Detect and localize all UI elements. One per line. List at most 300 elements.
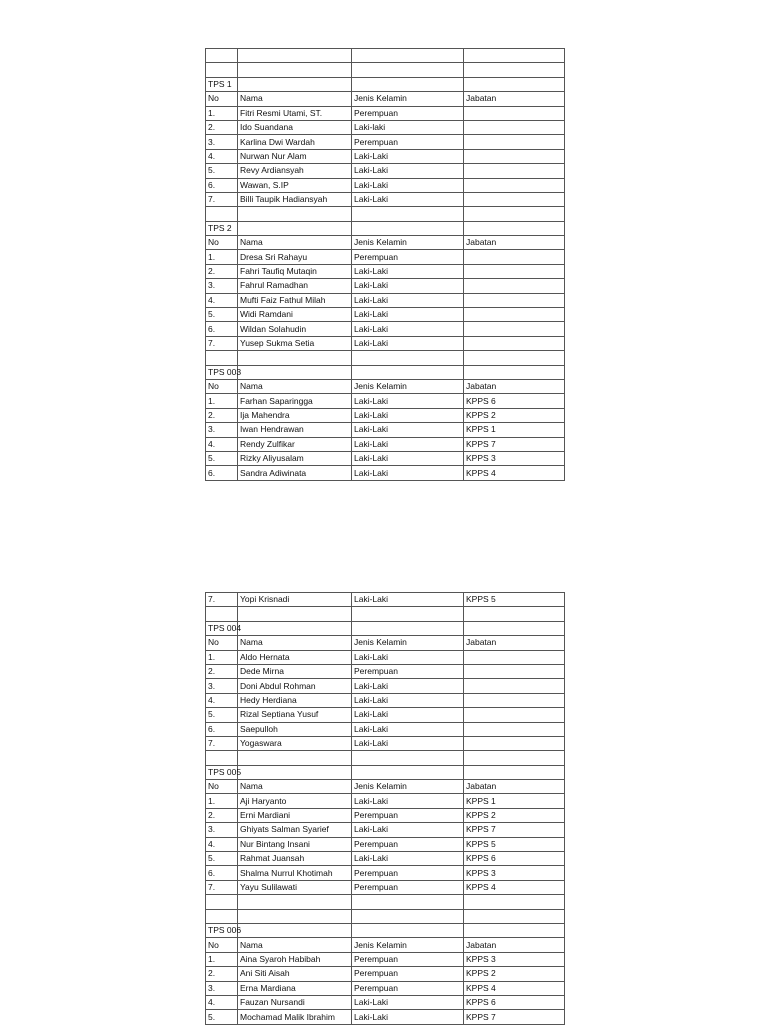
- table-row: [206, 192, 565, 206]
- table-row: [206, 394, 565, 408]
- empty-cell: [464, 221, 565, 235]
- header-nama: Nama: [238, 938, 352, 952]
- empty-cell: [206, 607, 238, 621]
- section-title-row: [206, 77, 565, 91]
- cell-nama: Rendy Zulfikar: [238, 437, 352, 451]
- cell-nama: Aji Haryanto: [238, 794, 352, 808]
- table-row: [206, 322, 565, 336]
- cell-no: 3.: [206, 423, 238, 437]
- cell-no: 1.: [206, 106, 238, 120]
- table-row: [206, 120, 565, 134]
- table-row: [206, 808, 565, 822]
- cell-nama: Wildan Solahudin: [238, 322, 352, 336]
- cell-no: 5.: [206, 164, 238, 178]
- table-row: [206, 650, 565, 664]
- empty-cell: [206, 895, 238, 909]
- cell-jabatan: KPPS 7: [464, 823, 565, 837]
- cell-jenis-kelamin: Laki-Laki: [352, 293, 464, 307]
- cell-jabatan: KPPS 4: [464, 880, 565, 894]
- empty-cell: [464, 207, 565, 221]
- cell-jabatan: KPPS 3: [464, 952, 565, 966]
- cell-nama: Fitri Resmi Utami, ST.: [238, 106, 352, 120]
- cell-jabatan: [464, 679, 565, 693]
- cell-jenis-kelamin: Laki-Laki: [352, 264, 464, 278]
- empty-cell: [238, 607, 352, 621]
- cell-jabatan: KPPS 7: [464, 437, 565, 451]
- cell-no: 1.: [206, 650, 238, 664]
- table-row: [206, 722, 565, 736]
- cell-no: 2.: [206, 967, 238, 981]
- table-row: [206, 967, 565, 981]
- cell-jabatan: [464, 178, 565, 192]
- cell-no: 4.: [206, 437, 238, 451]
- cell-no: 1.: [206, 952, 238, 966]
- table-row: [206, 308, 565, 322]
- table-row: [206, 837, 565, 851]
- empty-cell: [238, 751, 352, 765]
- cell-jabatan: KPPS 6: [464, 852, 565, 866]
- empty-cell: [352, 49, 464, 63]
- cell-no: 7.: [206, 880, 238, 894]
- cell-jabatan: [464, 120, 565, 134]
- header-jabatan: Jabatan: [464, 236, 565, 250]
- cell-no: 5.: [206, 1010, 238, 1024]
- cell-jenis-kelamin: Laki-Laki: [352, 308, 464, 322]
- cell-jenis-kelamin: Laki-Laki: [352, 164, 464, 178]
- cell-no: 4.: [206, 693, 238, 707]
- empty-cell: [352, 207, 464, 221]
- table-row: [206, 708, 565, 722]
- empty-cell: [352, 63, 464, 77]
- cell-no: 7.: [206, 736, 238, 750]
- empty-cell: [464, 909, 565, 923]
- cell-jabatan: KPPS 5: [464, 837, 565, 851]
- header-no: No: [206, 636, 238, 650]
- table-row: [206, 794, 565, 808]
- blank-row: [206, 751, 565, 765]
- table-row: [206, 264, 565, 278]
- cell-jenis-kelamin: Perempuan: [352, 880, 464, 894]
- empty-cell: [464, 765, 565, 779]
- empty-cell: [352, 351, 464, 365]
- cell-jenis-kelamin: Laki-Laki: [352, 593, 464, 607]
- cell-jenis-kelamin: Laki-Laki: [352, 451, 464, 465]
- table-row: [206, 952, 565, 966]
- cell-jabatan: [464, 736, 565, 750]
- empty-cell: [352, 607, 464, 621]
- header-nama: Nama: [238, 636, 352, 650]
- header-jabatan: Jabatan: [464, 379, 565, 393]
- table-row: [206, 880, 565, 894]
- blank-row: [206, 49, 565, 63]
- cell-no: 6.: [206, 178, 238, 192]
- cell-nama: Rizky Aliyusalam: [238, 451, 352, 465]
- section-title: TPS 2: [206, 221, 238, 235]
- empty-cell: [464, 77, 565, 91]
- table-row: [206, 995, 565, 1009]
- cell-no: 7.: [206, 192, 238, 206]
- cell-no: 4.: [206, 149, 238, 163]
- cell-nama: Erni Mardiani: [238, 808, 352, 822]
- cell-jabatan: [464, 708, 565, 722]
- cell-nama: Fahrul Ramadhan: [238, 279, 352, 293]
- empty-cell: [464, 365, 565, 379]
- empty-cell: [464, 751, 565, 765]
- empty-cell: [352, 77, 464, 91]
- cell-jenis-kelamin: Laki-Laki: [352, 708, 464, 722]
- cell-nama: Ani Siti Aisah: [238, 967, 352, 981]
- empty-cell: [352, 365, 464, 379]
- header-jabatan: Jabatan: [464, 636, 565, 650]
- empty-cell: [206, 49, 238, 63]
- header-row: [206, 938, 565, 952]
- cell-jabatan: [464, 164, 565, 178]
- cell-nama: Aina Syaroh Habibah: [238, 952, 352, 966]
- empty-cell: [464, 923, 565, 937]
- cell-no: 6.: [206, 722, 238, 736]
- cell-nama: Ghiyats Salman Syarief: [238, 823, 352, 837]
- cell-jenis-kelamin: Laki-Laki: [352, 823, 464, 837]
- cell-no: 6.: [206, 322, 238, 336]
- section-title-row: [206, 765, 565, 779]
- cell-nama: Doni Abdul Rohman: [238, 679, 352, 693]
- table-row: [206, 981, 565, 995]
- section-title-row: [206, 923, 565, 937]
- table-row: [206, 664, 565, 678]
- cell-jenis-kelamin: Laki-Laki: [352, 852, 464, 866]
- cell-jenis-kelamin: Laki-Laki: [352, 279, 464, 293]
- cell-jabatan: [464, 250, 565, 264]
- cell-jenis-kelamin: Laki-Laki: [352, 437, 464, 451]
- cell-jabatan: [464, 722, 565, 736]
- cell-jabatan: [464, 264, 565, 278]
- cell-jabatan: KPPS 4: [464, 466, 565, 480]
- table-row: [206, 250, 565, 264]
- section-title: TPS 006: [206, 923, 238, 937]
- cell-nama: Wawan, S.IP: [238, 178, 352, 192]
- table-row: [206, 408, 565, 422]
- cell-jenis-kelamin: Laki-Laki: [352, 149, 464, 163]
- cell-no: 5.: [206, 451, 238, 465]
- cell-jenis-kelamin: Laki-laki: [352, 120, 464, 134]
- empty-cell: [238, 207, 352, 221]
- header-nama: Nama: [238, 236, 352, 250]
- cell-jenis-kelamin: Laki-Laki: [352, 650, 464, 664]
- cell-nama: Sandra Adiwinata: [238, 466, 352, 480]
- cell-nama: Mufti Faiz Fathul Milah: [238, 293, 352, 307]
- empty-cell: [238, 63, 352, 77]
- cell-jabatan: KPPS 4: [464, 981, 565, 995]
- cell-jabatan: [464, 650, 565, 664]
- empty-cell: [238, 365, 352, 379]
- header-nama: Nama: [238, 780, 352, 794]
- header-jenis-kelamin: Jenis Kelamin: [352, 236, 464, 250]
- empty-cell: [352, 751, 464, 765]
- sheet-page-1-body: [206, 49, 565, 481]
- empty-cell: [464, 63, 565, 77]
- header-nama: Nama: [238, 379, 352, 393]
- header-nama: Nama: [238, 92, 352, 106]
- cell-nama: Billi Taupik Hadiansyah: [238, 192, 352, 206]
- sheet-page-1: [205, 48, 565, 481]
- cell-jenis-kelamin: Perempuan: [352, 952, 464, 966]
- empty-cell: [238, 77, 352, 91]
- cell-nama: Nur Bintang Insani: [238, 837, 352, 851]
- table-row: [206, 135, 565, 149]
- cell-jenis-kelamin: Perempuan: [352, 837, 464, 851]
- cell-jenis-kelamin: Laki-Laki: [352, 693, 464, 707]
- table-row: [206, 679, 565, 693]
- cell-jabatan: [464, 279, 565, 293]
- cell-jabatan: [464, 336, 565, 350]
- table-row: [206, 336, 565, 350]
- cell-jabatan: [464, 149, 565, 163]
- cell-no: 7.: [206, 336, 238, 350]
- cell-jenis-kelamin: Laki-Laki: [352, 178, 464, 192]
- blank-row: [206, 351, 565, 365]
- sheet-page-2-body: [206, 593, 565, 1025]
- cell-nama: Farhan Saparingga: [238, 394, 352, 408]
- empty-cell: [206, 351, 238, 365]
- cell-no: 6.: [206, 866, 238, 880]
- table-row: [206, 149, 565, 163]
- table-row: [206, 437, 565, 451]
- header-row: [206, 379, 565, 393]
- cell-jabatan: [464, 293, 565, 307]
- table-row: [206, 293, 565, 307]
- cell-jenis-kelamin: Laki-Laki: [352, 679, 464, 693]
- table-row: [206, 423, 565, 437]
- cell-no: 5.: [206, 852, 238, 866]
- cell-no: 1.: [206, 250, 238, 264]
- cell-no: 4.: [206, 995, 238, 1009]
- empty-cell: [464, 49, 565, 63]
- header-jabatan: Jabatan: [464, 92, 565, 106]
- cell-jabatan: KPPS 6: [464, 394, 565, 408]
- cell-nama: Aldo Hernata: [238, 650, 352, 664]
- blank-row: [206, 909, 565, 923]
- cell-nama: Yopi Krisnadi: [238, 593, 352, 607]
- cell-nama: Rahmat Juansah: [238, 852, 352, 866]
- table-row: [206, 736, 565, 750]
- table-row: [206, 466, 565, 480]
- cell-jabatan: [464, 693, 565, 707]
- blank-row: [206, 895, 565, 909]
- cell-jenis-kelamin: Laki-Laki: [352, 794, 464, 808]
- cell-nama: Fahri Taufiq Mutaqin: [238, 264, 352, 278]
- empty-cell: [238, 909, 352, 923]
- header-jabatan: Jabatan: [464, 780, 565, 794]
- cell-nama: Ido Suandana: [238, 120, 352, 134]
- cell-jenis-kelamin: Laki-Laki: [352, 336, 464, 350]
- cell-jabatan: KPPS 2: [464, 967, 565, 981]
- empty-cell: [352, 923, 464, 937]
- cell-no: 5.: [206, 708, 238, 722]
- cell-jabatan: KPPS 7: [464, 1010, 565, 1024]
- table-row: [206, 866, 565, 880]
- empty-cell: [464, 621, 565, 635]
- cell-jenis-kelamin: Laki-Laki: [352, 466, 464, 480]
- table-row: [206, 823, 565, 837]
- empty-cell: [238, 895, 352, 909]
- cell-jenis-kelamin: Laki-Laki: [352, 1010, 464, 1024]
- cell-jabatan: KPPS 2: [464, 808, 565, 822]
- cell-jabatan: KPPS 1: [464, 794, 565, 808]
- header-no: No: [206, 236, 238, 250]
- table-row: [206, 693, 565, 707]
- cell-nama: Widi Ramdani: [238, 308, 352, 322]
- cell-no: 5.: [206, 308, 238, 322]
- cell-no: 3.: [206, 823, 238, 837]
- empty-cell: [206, 207, 238, 221]
- empty-cell: [352, 221, 464, 235]
- cell-jenis-kelamin: Laki-Laki: [352, 192, 464, 206]
- blank-row: [206, 207, 565, 221]
- cell-no: 3.: [206, 981, 238, 995]
- header-row: [206, 236, 565, 250]
- cell-nama: Karlina Dwi Wardah: [238, 135, 352, 149]
- cell-jabatan: [464, 308, 565, 322]
- empty-cell: [464, 607, 565, 621]
- cell-no: 2.: [206, 408, 238, 422]
- cell-no: 1.: [206, 794, 238, 808]
- cell-jenis-kelamin: Laki-Laki: [352, 408, 464, 422]
- cell-jenis-kelamin: Perempuan: [352, 967, 464, 981]
- cell-jenis-kelamin: Perempuan: [352, 981, 464, 995]
- sheet-page-2: [205, 592, 565, 1025]
- header-jenis-kelamin: Jenis Kelamin: [352, 780, 464, 794]
- empty-cell: [352, 765, 464, 779]
- section-title-row: [206, 365, 565, 379]
- table-row: [206, 852, 565, 866]
- blank-row: [206, 607, 565, 621]
- section-title: TPS 005: [206, 765, 238, 779]
- cell-nama: Dede Mirna: [238, 664, 352, 678]
- empty-cell: [238, 49, 352, 63]
- header-no: No: [206, 379, 238, 393]
- cell-nama: Fauzan Nursandi: [238, 995, 352, 1009]
- empty-cell: [352, 895, 464, 909]
- empty-cell: [238, 351, 352, 365]
- header-jabatan: Jabatan: [464, 938, 565, 952]
- cell-no: 2.: [206, 664, 238, 678]
- header-row: [206, 92, 565, 106]
- header-no: No: [206, 780, 238, 794]
- cell-nama: Rizal Septiana Yusuf: [238, 708, 352, 722]
- cell-jenis-kelamin: Perempuan: [352, 106, 464, 120]
- empty-cell: [206, 751, 238, 765]
- cell-nama: Ija Mahendra: [238, 408, 352, 422]
- cell-jenis-kelamin: Laki-Laki: [352, 322, 464, 336]
- section-title: TPS 1: [206, 77, 238, 91]
- cell-jenis-kelamin: Perempuan: [352, 135, 464, 149]
- table-row: [206, 164, 565, 178]
- table-row: [206, 1010, 565, 1024]
- cell-jabatan: [464, 192, 565, 206]
- header-jenis-kelamin: Jenis Kelamin: [352, 379, 464, 393]
- empty-cell: [352, 909, 464, 923]
- cell-jabatan: KPPS 3: [464, 866, 565, 880]
- empty-cell: [238, 221, 352, 235]
- empty-cell: [206, 63, 238, 77]
- cell-no: 2.: [206, 120, 238, 134]
- cell-jabatan: KPPS 6: [464, 995, 565, 1009]
- cell-jabatan: [464, 106, 565, 120]
- cell-no: 3.: [206, 135, 238, 149]
- cell-no: 6.: [206, 466, 238, 480]
- cell-nama: Yogaswara: [238, 736, 352, 750]
- cell-jabatan: KPPS 5: [464, 593, 565, 607]
- cell-nama: Hedy Herdiana: [238, 693, 352, 707]
- table-row: [206, 178, 565, 192]
- empty-cell: [238, 765, 352, 779]
- blank-row: [206, 63, 565, 77]
- cell-nama: Iwan Hendrawan: [238, 423, 352, 437]
- header-row: [206, 636, 565, 650]
- cell-jabatan: KPPS 2: [464, 408, 565, 422]
- cell-nama: Yayu Sulilawati: [238, 880, 352, 894]
- cell-nama: Mochamad Malik Ibrahim: [238, 1010, 352, 1024]
- cell-jenis-kelamin: Perempuan: [352, 808, 464, 822]
- cell-nama: Saepulloh: [238, 722, 352, 736]
- cell-jabatan: KPPS 3: [464, 451, 565, 465]
- table-row: [206, 106, 565, 120]
- cell-no: 4.: [206, 837, 238, 851]
- cell-jenis-kelamin: Laki-Laki: [352, 722, 464, 736]
- section-title-row: [206, 221, 565, 235]
- empty-cell: [464, 351, 565, 365]
- cell-no: 1.: [206, 394, 238, 408]
- header-row: [206, 780, 565, 794]
- cell-no: 3.: [206, 279, 238, 293]
- section-title: TPS 004: [206, 621, 238, 635]
- cell-jenis-kelamin: Perempuan: [352, 664, 464, 678]
- cell-jenis-kelamin: Laki-Laki: [352, 423, 464, 437]
- cell-jenis-kelamin: Laki-Laki: [352, 394, 464, 408]
- cell-no: 2.: [206, 808, 238, 822]
- cell-no: 4.: [206, 293, 238, 307]
- section-title: TPS 003: [206, 365, 238, 379]
- cell-jabatan: KPPS 1: [464, 423, 565, 437]
- cell-jenis-kelamin: Laki-Laki: [352, 995, 464, 1009]
- cell-nama: Yusep Sukma Setia: [238, 336, 352, 350]
- empty-cell: [206, 909, 238, 923]
- empty-cell: [238, 923, 352, 937]
- empty-cell: [464, 895, 565, 909]
- cell-jenis-kelamin: Perempuan: [352, 866, 464, 880]
- cell-nama: Erna Mardiana: [238, 981, 352, 995]
- table-row: [206, 279, 565, 293]
- cell-nama: Nurwan Nur Alam: [238, 149, 352, 163]
- header-jenis-kelamin: Jenis Kelamin: [352, 92, 464, 106]
- empty-cell: [352, 621, 464, 635]
- cell-no: 3.: [206, 679, 238, 693]
- cell-jabatan: [464, 322, 565, 336]
- cell-no: 7.: [206, 593, 238, 607]
- cell-jabatan: [464, 664, 565, 678]
- cell-no: 2.: [206, 264, 238, 278]
- empty-cell: [238, 621, 352, 635]
- header-jenis-kelamin: Jenis Kelamin: [352, 938, 464, 952]
- cell-jenis-kelamin: Perempuan: [352, 250, 464, 264]
- header-jenis-kelamin: Jenis Kelamin: [352, 636, 464, 650]
- table-row: [206, 593, 565, 607]
- header-no: No: [206, 92, 238, 106]
- cell-nama: Revy Ardiansyah: [238, 164, 352, 178]
- table-row: [206, 451, 565, 465]
- cell-nama: Shalma Nurrul Khotimah: [238, 866, 352, 880]
- cell-jenis-kelamin: Laki-Laki: [352, 736, 464, 750]
